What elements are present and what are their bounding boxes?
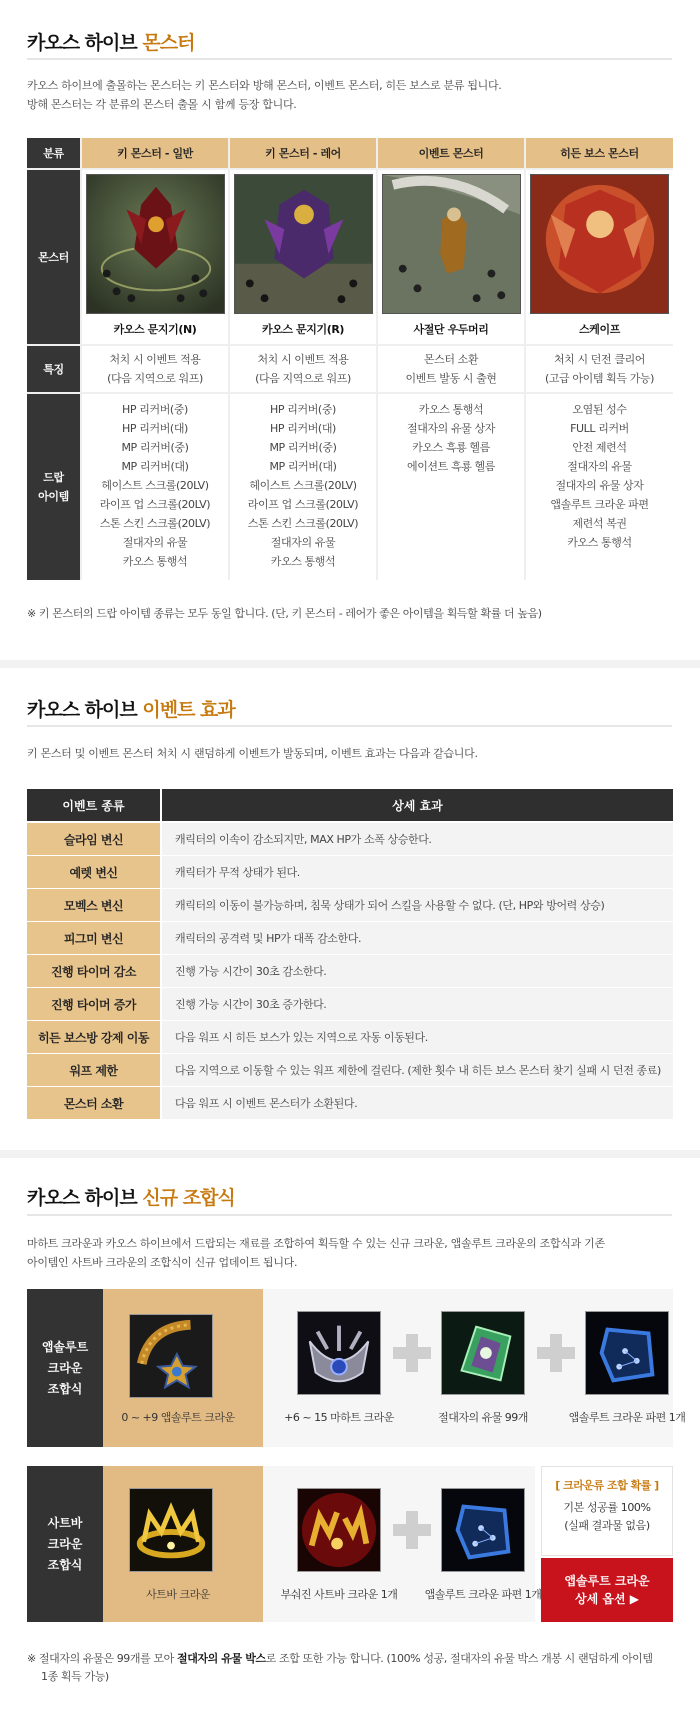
monster-section xyxy=(0,0,700,660)
monster-name: 스케이프 xyxy=(579,322,620,336)
drop-item: 스톤 스킨 스크롤(20LV) xyxy=(247,517,359,530)
event-desc: 캐릭터의 공격력 및 HP가 대폭 감소한다. xyxy=(162,922,673,954)
drop-item: 헤이스트 스크롤(20LV) xyxy=(249,479,357,492)
drop-item: 카오스 통행석 xyxy=(122,555,188,568)
event-intro: 키 몬스터 및 이벤트 몬스터 처치 시 랜덤하게 이벤트가 발동되며, 이벤트 효과는 다음과 같습니다. xyxy=(27,747,478,760)
event-desc: 캐릭터의 이동이 불가능하며, 침묵 상태가 되어 스킬을 사용할 수 없다. (단, HP와 방어력 상승) xyxy=(162,889,673,921)
header-category: 분류 xyxy=(27,138,80,168)
drop-item: 오염된 성수 xyxy=(572,403,627,416)
divider xyxy=(27,1214,672,1216)
event-name: 피그미 변신 xyxy=(27,922,160,954)
drop-item: HP 리커버(대) xyxy=(270,422,336,435)
recipe-label: 앱솔루트 크라운 조합식 xyxy=(27,1289,103,1447)
event-desc: 캐릭터의 이속이 감소되지만, MAX HP가 소폭 상승한다. xyxy=(162,823,673,855)
drop-list xyxy=(378,394,524,580)
table-row xyxy=(27,1087,673,1119)
recipe-section xyxy=(0,1150,700,1712)
row-label-drop: 드랍 아이템 xyxy=(27,394,80,580)
monster-screenshot xyxy=(382,174,521,314)
rate-line: (실패 결과물 없음) xyxy=(564,1519,650,1532)
ingredient-caption: 앱솔루트 크라운 파편 1개 xyxy=(568,1411,686,1424)
event-name: 진행 타이머 감소 xyxy=(27,955,160,987)
fragment-icon xyxy=(585,1311,669,1395)
monster-name: 카오스 문지기(N) xyxy=(113,322,197,336)
table-row xyxy=(27,1021,673,1053)
event-desc: 다음 워프 시 이벤트 몬스터가 소환된다. xyxy=(162,1087,673,1119)
drop-item: HP 리커버(중) xyxy=(270,403,336,416)
event-name: 슬라임 변신 xyxy=(27,823,160,855)
table-row xyxy=(27,1054,673,1086)
drop-item: 카오스 통행석 xyxy=(270,555,336,568)
divider xyxy=(27,58,672,60)
drop-item: 스톤 스킨 스크롤(20LV) xyxy=(99,517,211,530)
drop-item: HP 리커버(대) xyxy=(122,422,188,435)
event-name: 몬스터 소환 xyxy=(27,1087,160,1119)
recipe-label: 사트바 크라운 조합식 xyxy=(27,1466,103,1622)
ingredient-caption: 앱솔루트 크라운 파편 1개 xyxy=(424,1588,542,1601)
monster-screenshot xyxy=(86,174,225,314)
event-header-detail: 상세 효과 xyxy=(162,789,673,821)
ingredient-caption: +6 ~ 15 마하트 크라운 xyxy=(284,1411,394,1424)
event-desc: 캐릭터가 무적 상태가 된다. xyxy=(162,856,673,888)
drop-list xyxy=(526,394,673,580)
event-desc: 다음 지역으로 이동할 수 있는 워프 제한에 걸린다. (제한 횟수 내 히든 보스 몬스터 찾기 실패 시 던전 종료) xyxy=(162,1054,673,1086)
event-header-type: 이벤트 종류 xyxy=(27,789,160,821)
monster-screenshot xyxy=(530,174,669,314)
header-hidden-boss: 히든 보스 몬스터 xyxy=(526,138,673,168)
plus-icon xyxy=(537,1334,575,1372)
header-key-normal: 키 몬스터 - 일반 xyxy=(82,138,228,168)
rate-line: 기본 성공률 100% xyxy=(563,1501,651,1514)
drop-item: MP 리커버(대) xyxy=(121,460,189,473)
ingredient-caption: 절대자의 유물 99개 xyxy=(438,1411,528,1424)
crown-icon xyxy=(297,1311,381,1395)
drop-item: 카오스 통행석 xyxy=(418,403,484,416)
drop-item: 에이션트 흑룡 헬름 xyxy=(406,460,495,473)
header-key-rare: 키 몬스터 - 레어 xyxy=(230,138,376,168)
result-caption: 사트바 크라운 xyxy=(146,1588,210,1601)
fragment-icon xyxy=(441,1488,525,1572)
drop-item: 절대자의 유물 xyxy=(122,536,188,549)
table-row xyxy=(27,988,673,1020)
drop-list xyxy=(230,394,376,580)
drop-list xyxy=(82,394,228,580)
event-name: 모벡스 변신 xyxy=(27,889,160,921)
event-section-title: 카오스 하이브 이벤트 효과 xyxy=(27,699,235,721)
feature-cell: 처치 시 이벤트 적용 (다음 지역으로 워프) xyxy=(230,346,376,392)
table-row xyxy=(27,856,673,888)
drop-item: 절대자의 유물 xyxy=(567,460,632,473)
event-name: 진행 타이머 증가 xyxy=(27,988,160,1020)
drop-item: 헤이스트 스크롤(20LV) xyxy=(101,479,209,492)
feature-cell: 처치 시 이벤트 적용 (다음 지역으로 워프) xyxy=(82,346,228,392)
plus-icon xyxy=(393,1334,431,1372)
table-row xyxy=(27,889,673,921)
table-row xyxy=(27,922,673,954)
event-name: 예렛 변신 xyxy=(27,856,160,888)
monster-intro: 카오스 하이브에 출몰하는 몬스터는 키 몬스터와 방해 몬스터, 이벤트 몬스터, 히든 보스로 분류 됩니다. 방해 몬스터는 각 분류의 몬스터 출몰 시 함께 등장 합니다. xyxy=(27,79,502,111)
recipe-intro: 마하트 크라운과 카오스 하이브에서 드랍되는 재료를 조합하여 획득할 수 있는 신규 크라운, 앱솔루트 크라운의 조합식과 기존 아이템인 사트바 크라운의 조합식이 신규 업데이트 됩니다. xyxy=(27,1237,605,1269)
recipe-section-title: 카오스 하이브 신규 조합식 xyxy=(27,1187,235,1209)
event-name: 워프 제한 xyxy=(27,1054,160,1086)
relic-icon xyxy=(441,1311,525,1395)
result-caption: 0 ~ +9 앱솔루트 크라운 xyxy=(121,1411,235,1424)
drop-item: 절대자의 유물 상자 xyxy=(555,479,644,492)
recipe-footnote: ※ 절대자의 유물은 99개를 모아 절대자의 유물 박스로 조합 또한 가능 합니다. (100% 성공, 절대자의 유물 박스 개봉 시 랜덤하게 아이템 1종 획득 가능) xyxy=(27,1652,653,1683)
monster-name: 카오스 문지기(R) xyxy=(261,322,345,336)
feature-cell: 처치 시 던전 클리어 (고급 아이템 획득 가능) xyxy=(526,346,673,392)
crown-icon xyxy=(129,1314,213,1398)
ingredient-caption: 부숴진 사트바 크라운 1개 xyxy=(280,1588,398,1601)
option-detail-button[interactable]: 앱솔루트 크라운 상세 옵션 ▶ xyxy=(541,1558,673,1622)
crown-icon xyxy=(129,1488,213,1572)
event-desc: 진행 가능 시간이 30초 감소한다. xyxy=(162,955,673,987)
drop-item: MP 리커버(대) xyxy=(269,460,337,473)
drop-item: 절대자의 유물 상자 xyxy=(406,422,495,435)
drop-item: FULL 리커버 xyxy=(570,422,629,435)
drop-item: MP 리커버(중) xyxy=(269,441,337,454)
event-desc: 진행 가능 시간이 30초 증가한다. xyxy=(162,988,673,1020)
feature-cell: 몬스터 소환 이벤트 발동 시 출현 xyxy=(378,346,524,392)
monster-table xyxy=(27,138,673,580)
drop-item: MP 리커버(중) xyxy=(121,441,189,454)
crown-icon xyxy=(297,1488,381,1572)
row-label-feature: 특징 xyxy=(27,346,80,392)
header-event-monster: 이벤트 몬스터 xyxy=(378,138,524,168)
rate-title: [ 크라운류 조합 확률 ] xyxy=(555,1479,659,1492)
event-name: 히든 보스방 강제 이동 xyxy=(27,1021,160,1053)
monster-screenshot xyxy=(234,174,373,314)
drop-item: HP 리커버(중) xyxy=(122,403,188,416)
drop-item: 카오스 통행석 xyxy=(567,536,632,549)
drop-item: 앱솔루트 크라운 파편 xyxy=(550,498,649,511)
row-label-monster: 몬스터 xyxy=(27,170,80,344)
recipe-satva xyxy=(27,1466,673,1622)
monster-section-title: 카오스 하이브 몬스터 xyxy=(27,32,195,54)
table-row xyxy=(27,823,673,855)
drop-item: 라이프 업 스크롤(20LV) xyxy=(247,498,359,511)
event-desc: 다음 워프 시 히든 보스가 있는 지역으로 자동 이동된다. xyxy=(162,1021,673,1053)
monster-footnote: ※ 키 몬스터의 드랍 아이템 종류는 모두 동일 합니다. (단, 키 몬스터 - 레어가 좋은 아이템을 획득할 확률 더 높음) xyxy=(27,607,542,620)
drop-item: 절대자의 유물 xyxy=(270,536,336,549)
drop-item: 카오스 흑룡 헬름 xyxy=(412,441,490,454)
rate-panel xyxy=(541,1466,673,1556)
divider xyxy=(27,725,672,727)
drop-item: 라이프 업 스크롤(20LV) xyxy=(99,498,211,511)
table-row xyxy=(27,955,673,987)
monster-name: 사절단 우두머리 xyxy=(413,322,489,336)
event-section xyxy=(0,660,700,1150)
drop-item: 제련석 복권 xyxy=(572,517,627,530)
plus-icon xyxy=(393,1511,431,1549)
recipe-absolute xyxy=(27,1289,686,1447)
drop-item: 안전 제련석 xyxy=(572,441,627,454)
